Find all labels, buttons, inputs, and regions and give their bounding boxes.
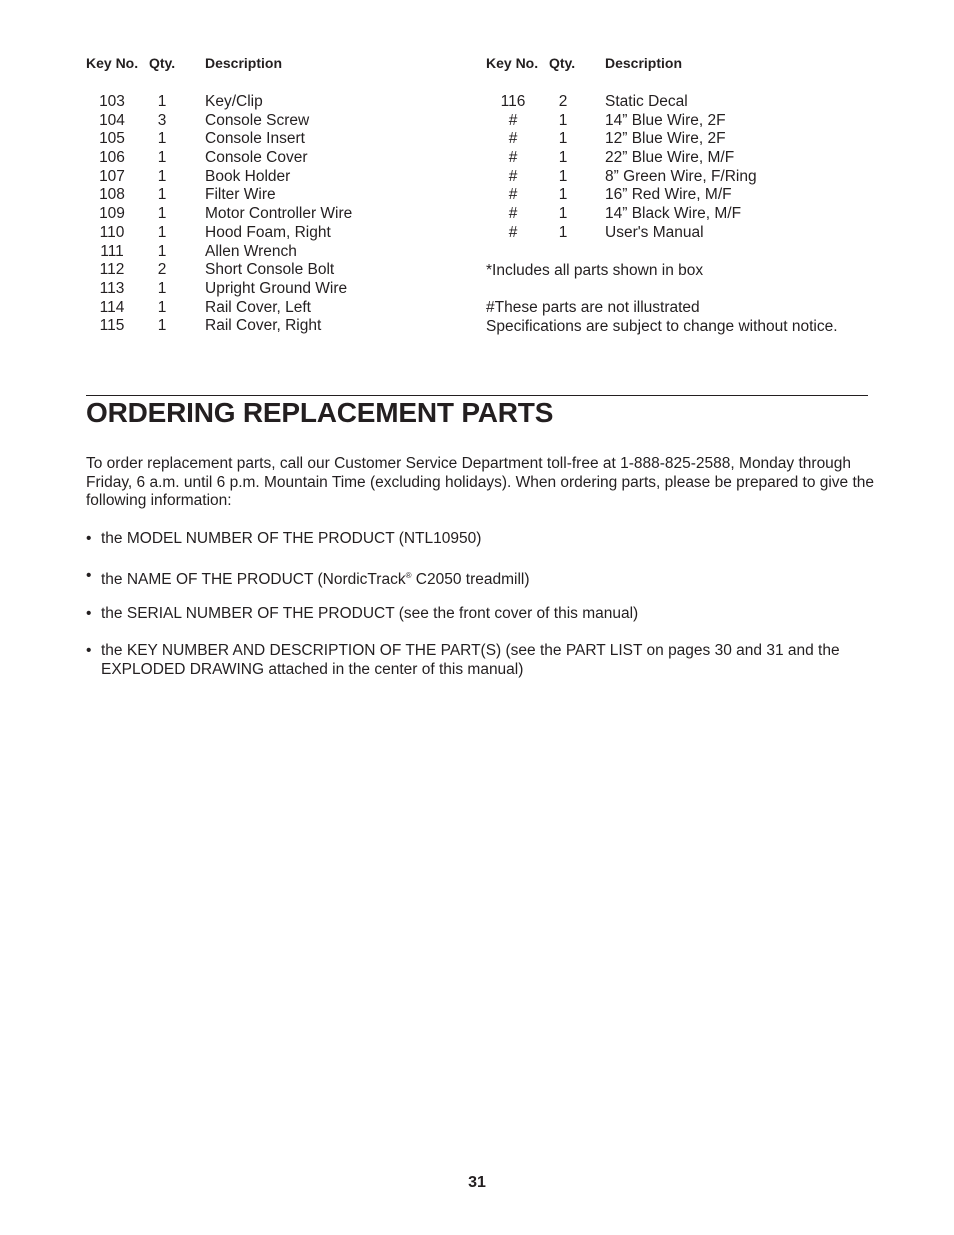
right-parts-list <box>486 93 757 243</box>
part-qty: 2 <box>157 261 167 279</box>
section-title: ORDERING REPLACEMENT PARTS <box>86 397 554 428</box>
part-description: Allen Wrench <box>205 242 297 260</box>
part-key: 106 <box>99 149 125 167</box>
part-description: Console Cover <box>205 149 308 167</box>
left-header-key: Key No. <box>86 55 139 71</box>
part-qty: 1 <box>157 317 167 335</box>
part-qty: 1 <box>558 167 568 185</box>
part-description: Short Console Bolt <box>205 261 335 279</box>
part-row <box>86 243 352 262</box>
part-row <box>86 168 352 187</box>
part-description: Book Holder <box>205 167 291 185</box>
part-qty: 1 <box>558 149 568 167</box>
part-row <box>486 149 757 168</box>
bullet-text: the KEY NUMBER AND DESCRIPTION OF THE PART(S) (see the PART LIST on pages 30 and 31 and the EXPLODED DRAWING attached in the center of this manual) <box>101 642 840 678</box>
part-key: 113 <box>99 279 125 297</box>
part-key: # <box>508 186 518 204</box>
part-qty: 1 <box>157 167 167 185</box>
part-row <box>86 299 352 318</box>
part-qty: 1 <box>157 242 167 260</box>
part-row <box>486 186 757 205</box>
part-description: Filter Wire <box>205 186 276 204</box>
bullet-text: the MODEL NUMBER OF THE PRODUCT (NTL10950) <box>101 530 482 547</box>
part-description: Rail Cover, Right <box>205 317 322 335</box>
not-illustrated-note: #These parts are not illustrated <box>486 299 700 316</box>
bullet-model-number <box>86 530 876 549</box>
part-key: # <box>508 111 518 129</box>
part-row <box>86 186 352 205</box>
part-row <box>86 130 352 149</box>
part-qty: 3 <box>157 111 167 129</box>
bullet-text <box>101 567 876 590</box>
part-description: 16” Red Wire, M/F <box>605 186 732 204</box>
includes-note: *Includes all parts shown in box <box>486 262 704 279</box>
bullet-text-part: the NAME OF THE PRODUCT (NordicTrack <box>101 571 406 588</box>
part-description: Motor Controller Wire <box>205 205 353 223</box>
part-key: 114 <box>99 298 125 316</box>
part-qty: 1 <box>157 93 167 110</box>
left-parts-list <box>86 93 352 336</box>
part-key: # <box>508 205 518 223</box>
part-row <box>86 93 352 112</box>
part-row <box>86 280 352 299</box>
part-description: Key/Clip <box>205 93 263 110</box>
part-qty: 1 <box>157 223 167 241</box>
right-header-description: Description <box>605 55 683 71</box>
part-key: # <box>508 167 518 185</box>
part-key: 107 <box>99 167 125 185</box>
part-qty: 2 <box>558 93 568 110</box>
part-qty: 1 <box>157 205 167 223</box>
part-description: Rail Cover, Left <box>205 298 311 316</box>
part-description: Console Screw <box>205 111 310 129</box>
part-row <box>486 93 757 112</box>
bullet-text-part: C2050 treadmill) <box>411 571 530 588</box>
part-row <box>86 224 352 243</box>
part-description: User's Manual <box>605 223 704 241</box>
part-key: 109 <box>99 205 125 223</box>
bullet-serial-number <box>86 605 876 624</box>
part-key: 104 <box>99 111 125 129</box>
bullet-product-name <box>86 567 876 590</box>
part-key: # <box>508 130 518 148</box>
part-key: 103 <box>99 93 125 110</box>
part-row <box>486 168 757 187</box>
part-key: 105 <box>99 130 125 148</box>
part-key: 116 <box>500 93 526 110</box>
part-description: Console Insert <box>205 130 305 148</box>
bullet-key-number <box>86 642 876 679</box>
part-key: 111 <box>100 242 124 260</box>
part-qty: 1 <box>558 111 568 129</box>
part-qty: 1 <box>558 223 568 241</box>
intro-paragraph: To order replacement parts, call our Customer Service Department toll-free at 1-888-825-2588, Monday through Friday, 6 a.m. until 6 p.m. Mountain Time (excluding holidays). When ordering parts, please be prepared to give the following information: <box>86 455 875 510</box>
part-row <box>86 112 352 131</box>
bullet-dot: • <box>86 530 92 547</box>
part-row <box>86 261 352 280</box>
page-number: 31 <box>468 1174 486 1191</box>
registered-mark: ® <box>405 571 412 580</box>
part-qty: 1 <box>558 186 568 204</box>
part-qty: 1 <box>157 279 167 297</box>
part-key: # <box>508 149 518 167</box>
part-qty: 1 <box>157 186 167 204</box>
part-description: Upright Ground Wire <box>205 279 348 297</box>
part-key: 108 <box>99 186 125 204</box>
part-qty: 1 <box>157 298 167 316</box>
part-row <box>86 205 352 224</box>
part-row <box>86 317 352 336</box>
part-qty: 1 <box>558 130 568 148</box>
part-key: 110 <box>99 223 125 241</box>
right-header-key: Key No. <box>486 55 539 71</box>
part-row <box>86 149 352 168</box>
part-key: # <box>508 223 518 241</box>
bullet-dot: • <box>86 605 92 622</box>
bullet-text: the SERIAL NUMBER OF THE PRODUCT (see the front cover of this manual) <box>101 605 639 622</box>
part-row <box>486 224 757 243</box>
part-qty: 1 <box>558 205 568 223</box>
part-qty: 1 <box>157 149 167 167</box>
part-description: 12” Blue Wire, 2F <box>605 130 726 148</box>
part-row <box>486 130 757 149</box>
right-header-qty: Qty. <box>549 55 576 71</box>
section-divider <box>86 395 868 396</box>
part-key: 112 <box>99 261 125 279</box>
part-key: 115 <box>99 317 125 335</box>
bullet-dot: • <box>86 642 92 659</box>
part-row <box>486 112 757 131</box>
bullet-dot: • <box>86 567 92 584</box>
part-description: 14” Blue Wire, 2F <box>605 111 726 129</box>
part-description: 22” Blue Wire, M/F <box>605 149 735 167</box>
part-description: 8” Green Wire, F/Ring <box>605 167 757 185</box>
part-description: Static Decal <box>605 93 688 110</box>
left-header-qty: Qty. <box>149 55 176 71</box>
specifications-note: Specifications are subject to change without notice. <box>486 318 838 335</box>
part-description: Hood Foam, Right <box>205 223 331 241</box>
part-qty: 1 <box>157 130 167 148</box>
part-description: 14” Black Wire, M/F <box>605 205 742 223</box>
part-row <box>486 205 757 224</box>
left-header-description: Description <box>205 55 283 71</box>
